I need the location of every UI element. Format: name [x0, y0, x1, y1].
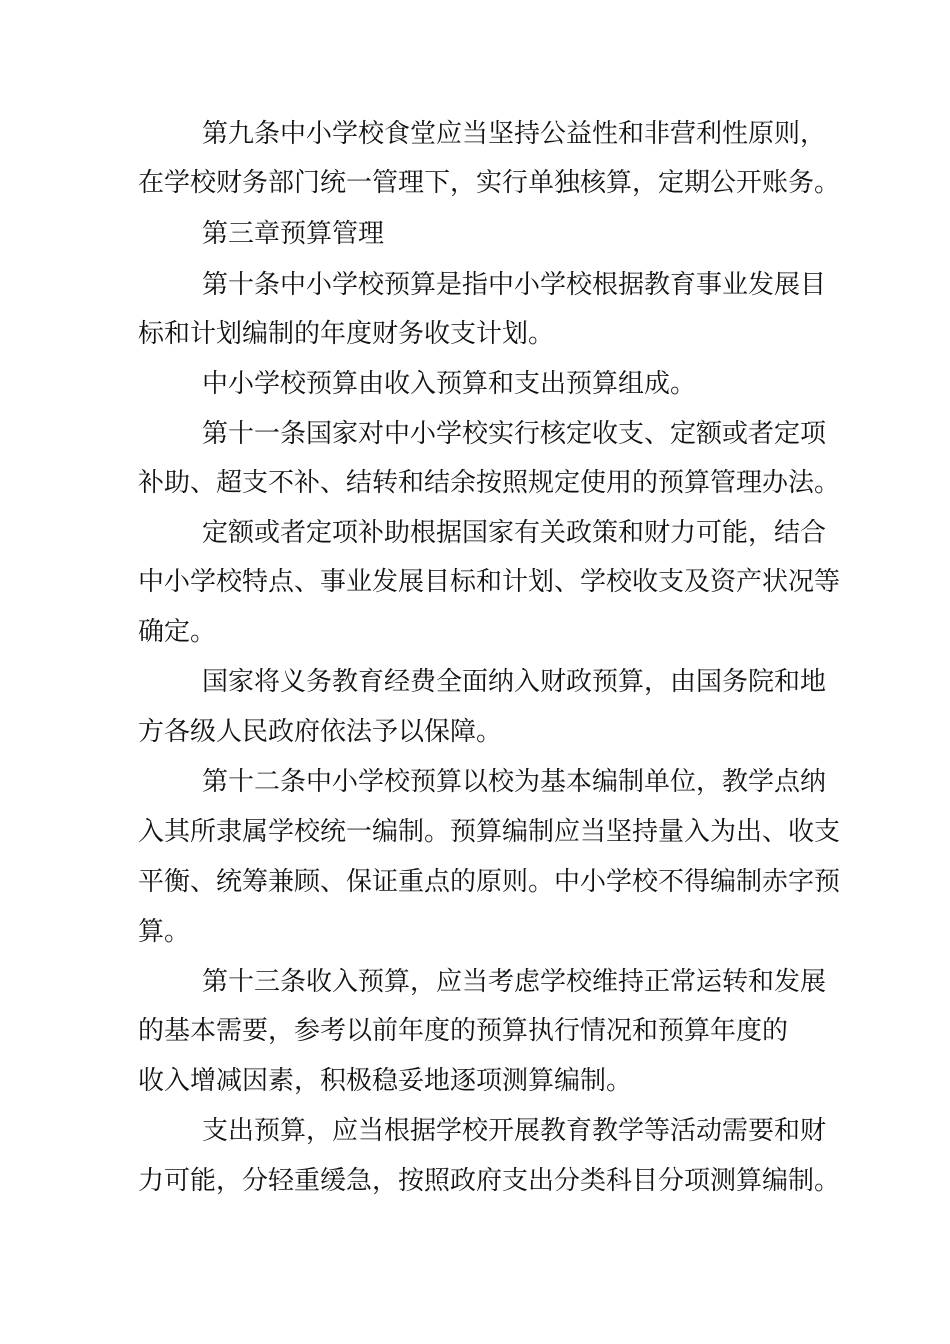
paragraph-line: 第十条中小学校预算是指中小学校根据教育事业发展目 — [202, 270, 827, 300]
paragraph-line: 第十三条收入预算，应当考虑学校维持正常运转和发展 — [202, 967, 827, 997]
paragraph-line: 在学校财务部门统一管理下，实行单独核算，定期公开账务。 — [138, 168, 841, 198]
paragraph-line: 中小学校预算由收入预算和支出预算组成。 — [202, 369, 697, 399]
paragraph-line: 平衡、统筹兼顾、保证重点的原则。中小学校不得编制赤字预 — [138, 867, 841, 897]
paragraph-line: 第九条中小学校食堂应当坚持公益性和非营利性原则， — [202, 119, 827, 149]
paragraph-line: 的基本需要，参考以前年度的预算执行情况和预算年度的 — [138, 1016, 789, 1046]
paragraph-line: 中小学校特点、事业发展目标和计划、学校收支及资产状况等 — [138, 567, 841, 597]
paragraph-line: 算。 — [138, 917, 191, 947]
paragraph-line: 力可能，分轻重缓急，按照政府支出分类科目分项测算编制。 — [138, 1166, 841, 1196]
paragraph-line: 第十二条中小学校预算以校为基本编制单位，教学点纳 — [202, 767, 827, 797]
paragraph-line: 定额或者定项补助根据国家有关政策和财力可能，结合 — [202, 518, 827, 548]
paragraph-line: 标和计划编制的年度财务收支计划。 — [138, 319, 555, 349]
paragraph-line: 支出预算，应当根据学校开展教育教学等活动需要和财 — [202, 1116, 827, 1146]
paragraph-line: 补助、超支不补、结转和结余按照规定使用的预算管理办法。 — [138, 468, 841, 498]
paragraph-line: 国家将义务教育经费全面纳入财政预算，由国务院和地 — [202, 667, 827, 697]
paragraph-line: 方各级人民政府依法予以保障。 — [138, 717, 503, 747]
section-heading: 第三章预算管理 — [202, 219, 385, 249]
paragraph-line: 入其所隶属学校统一编制。预算编制应当坚持量入为出、收支 — [138, 817, 841, 847]
paragraph-line: 第十一条国家对中小学校实行核定收支、定额或者定项 — [202, 419, 827, 449]
paragraph-line: 确定。 — [138, 617, 217, 647]
paragraph-line: 收入增减因素，积极稳妥地逐项测算编制。 — [138, 1066, 633, 1096]
